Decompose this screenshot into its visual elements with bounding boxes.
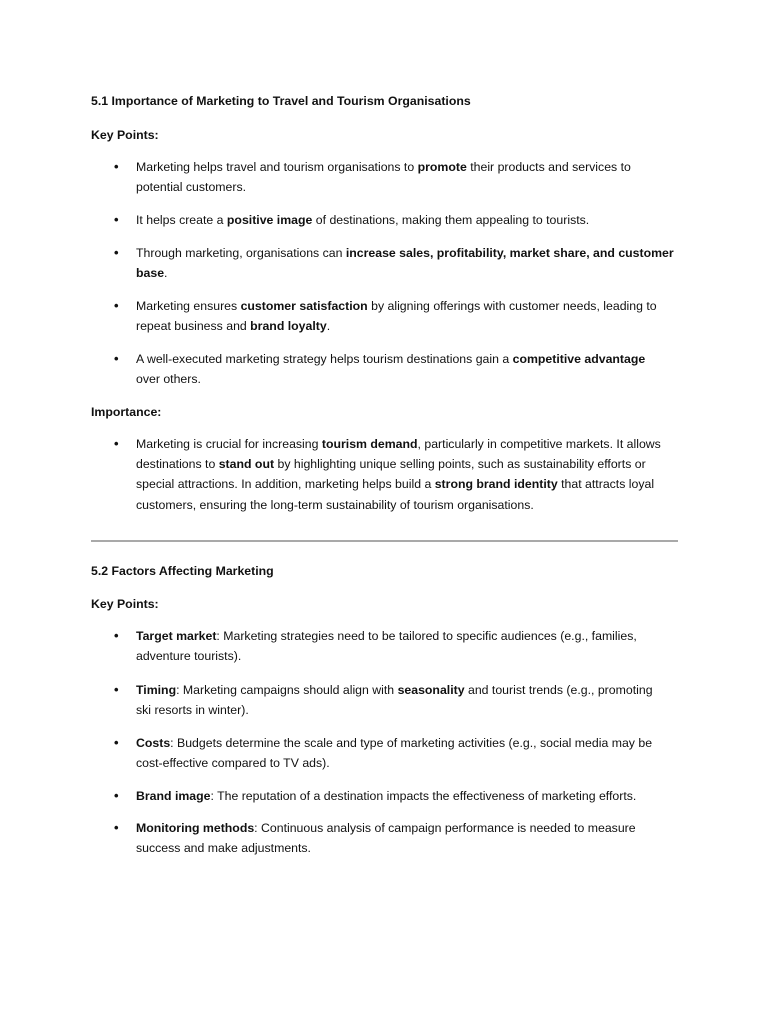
text-line [136,818,696,838]
text-run: It helps create a [136,213,227,227]
bullet-icon: • [114,682,119,697]
s1-bullet-5 [136,349,696,389]
text-run: Through marketing, organisations can [136,246,346,260]
text-line [136,177,696,197]
text-run: . [326,319,331,334]
bullet-icon: • [114,159,119,174]
text-line [136,369,696,389]
bold-run: increase sales, profitability, market share, and customer [345,246,674,260]
bold-run: stand out [218,457,275,472]
s2-bullet-target-market [136,626,696,666]
s1-bullet-1 [136,157,696,197]
text-run: adventure tourists). [136,649,242,664]
text-run: : Continuous analysis of campaign performance is needed to measure [254,821,636,835]
text-line [136,243,696,263]
bullet-icon: • [114,351,119,366]
text-line [136,680,696,700]
text-line [136,474,696,494]
text-run: Marketing is crucial for increasing [136,437,322,451]
bullet-icon: • [114,245,119,260]
text-run: A well-executed marketing strategy helps tourism destinations gain a [136,352,513,366]
s2-bullet-costs [136,733,696,773]
bullet-icon: • [114,628,119,643]
bold-run: tourism demand [321,437,418,451]
text-line [136,210,696,230]
text-run: : The reputation of a destination impacts the effectiveness of marketing efforts. [210,789,637,803]
bullet-icon: • [114,212,119,227]
bullet-icon: • [114,436,119,451]
text-run: : Marketing strategies need to be tailored to specific audiences (e.g., families, [216,629,637,643]
section-2-title: 5.2 Factors Affecting Marketing [91,564,274,578]
text-run: repeat business and [136,319,251,334]
section-1-key-points-label: Key Points: [91,128,159,142]
bold-run: strong brand identity [434,477,558,492]
bold-run: Costs [136,736,171,750]
section-2-key-points-label: Key Points: [91,597,159,611]
s2-bullet-monitoring-methods [136,818,696,858]
bullet-icon: • [114,820,119,835]
text-run: and tourist trends (e.g., promoting [464,683,653,697]
s2-bullet-timing [136,680,696,720]
text-run: by aligning offerings with customer needs, leading to [367,299,657,313]
s1-bullet-3 [136,243,696,283]
text-run: , particularly in competitive markets. It allows [417,437,661,451]
text-line [136,733,696,753]
text-run: cost-effective compared to TV ads). [136,756,330,771]
bold-run: Brand image [136,789,211,803]
text-run: ski resorts in winter). [136,703,249,718]
bold-run: competitive advantage [512,352,646,366]
text-run: . [164,266,168,281]
text-run: Marketing helps travel and tourism organisations to [136,160,418,174]
bold-run: promote [417,160,467,174]
text-line [136,434,696,454]
text-run: customers, ensuring the long-term sustainability of tourism organisations. [136,497,534,512]
bold-run: positive image [226,213,313,227]
text-line [136,646,696,666]
bullet-icon: • [114,735,119,750]
text-line [136,786,696,806]
text-line [136,495,696,515]
bold-run: Target market [136,629,217,643]
bold-run: base [136,266,165,281]
importance-label: Importance: [91,405,162,419]
text-run: : Marketing campaigns should align with [176,683,398,697]
text-run: of destinations, making them appealing to tourists. [312,213,590,227]
text-run: success and make adjustments. [136,841,311,856]
text-line [136,626,696,646]
text-line [136,700,696,720]
text-run: Marketing ensures [136,299,241,313]
text-line [136,349,696,369]
text-line [136,753,696,773]
bold-run: customer satisfaction [240,299,368,313]
text-line [136,157,696,177]
text-run: by highlighting unique selling points, such as sustainability efforts or [274,457,646,472]
bold-run: seasonality [397,683,465,697]
text-line [136,316,696,336]
text-run: over others. [136,372,201,387]
text-run: destinations to [136,457,219,472]
s1-bullet-4 [136,296,696,336]
text-run: : Budgets determine the scale and type of marketing activities (e.g., social media may be [170,736,653,750]
s2-bullet-brand-image [136,786,696,806]
section-1-title: 5.1 Importance of Marketing to Travel and Tourism Organisations [91,94,471,108]
text-line [136,454,696,474]
text-run: potential customers. [136,180,247,195]
text-run: that attracts loyal [557,477,655,492]
text-line [136,296,696,316]
text-line [136,838,696,858]
bold-run: Timing [136,683,177,697]
text-run: their products and services to [466,160,631,174]
text-line [136,263,696,283]
bullet-icon: • [114,298,119,313]
bullet-icon: • [114,788,119,803]
s1-importance-bullet-1 [136,434,696,515]
bold-run: brand loyalty [250,319,327,334]
s1-bullet-2 [136,210,696,230]
section-divider [91,540,678,542]
bold-run: Monitoring methods [136,821,255,835]
text-run: special attractions. In addition, marketing helps build a [136,477,435,492]
